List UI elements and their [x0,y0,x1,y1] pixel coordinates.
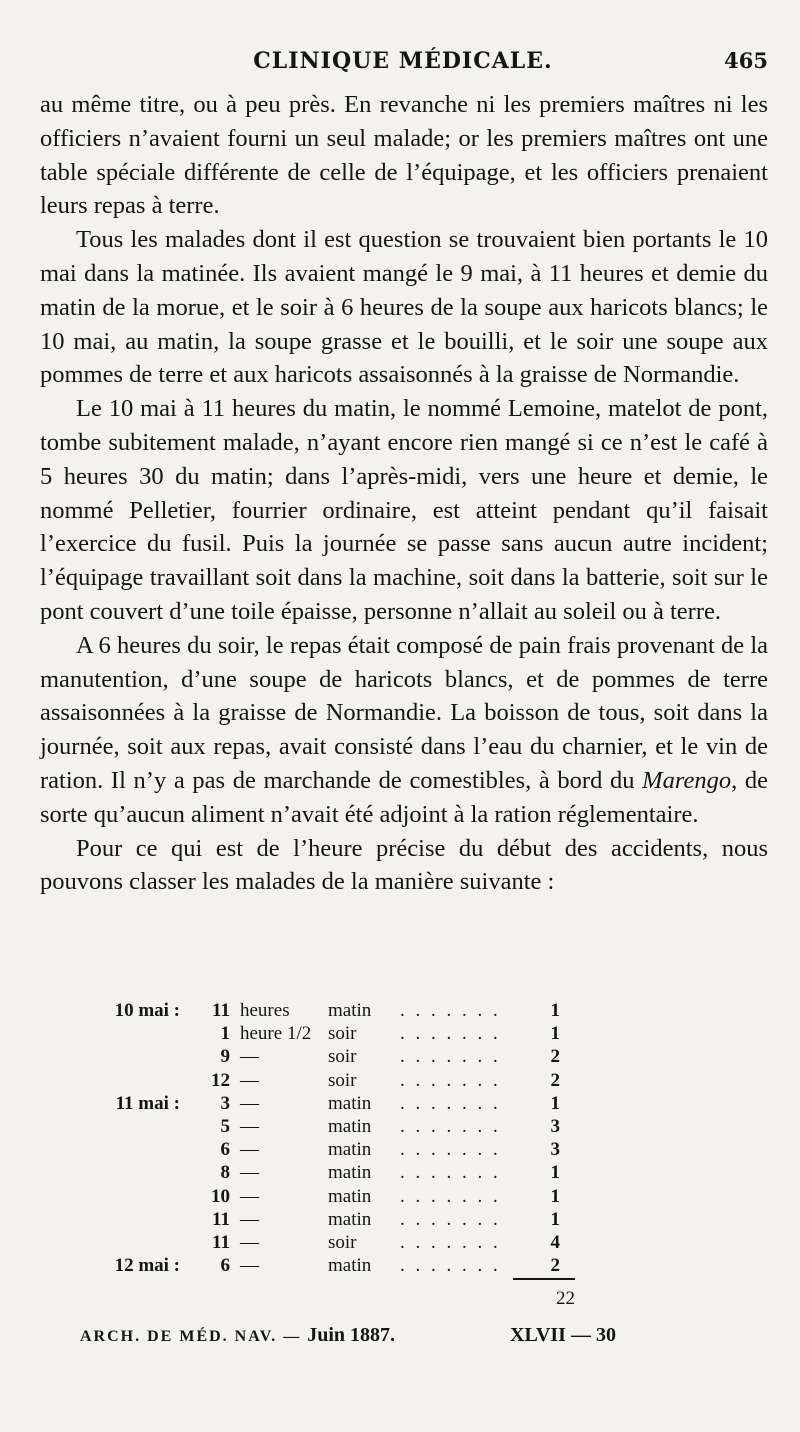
paragraph-first-cases: Le 10 mai à 11 heures du matin, le nommé Lemoine, matelot de pont, tombe subitement malade, n’ayant encore rien mangé si ce n’est le café à 5 heures 30 du matin; dans l’après-midi, vers une heure et demie, le nommé Pelletier, fourrier ordinaire, est atteint pendant qu’il faisait l’exercice du fusil. Puis la journée se passe sans aucun autre incident; l’équipage travaillant soit dans la machine, soit dans la batterie, soit sur le pont couvert d’une toile épaisse, personne n’allait au soleil ou à terre. [40,395,768,625]
schedule-row [100,1093,580,1116]
schedule-unit: — [240,1162,259,1184]
signature-mark: XLVII — 30 [510,1324,616,1346]
body-text [40,88,768,899]
schedule-unit: — [240,1185,259,1207]
schedule-date: 11 mai : [115,1092,180,1114]
schedule-row [100,1023,580,1046]
sum-rule [513,1278,575,1280]
schedule-count: 1 [550,1000,560,1021]
schedule-leader-dots: . . . . . . . [400,1185,501,1207]
schedule-row [100,1116,580,1139]
onset-schedule-table [100,1000,580,1278]
paragraph-classification-intro: Pour ce qui est de l’heure précise du début des accidents, nous pouvons classer les malades de la manière suivante : [40,834,768,896]
schedule-hour: 11 [212,1000,230,1021]
schedule-unit: heure 1/2 [240,1023,312,1045]
schedule-leader-dots: . . . . . . . [400,1231,501,1253]
schedule-row [100,1046,580,1069]
schedule-unit: — [240,1092,259,1114]
schedule-row [100,1209,580,1232]
schedule-leader-dots: . . . . . . . [400,1023,501,1045]
paragraph-patients-meals: Tous les malades dont il est question se trouvaient bien portants le 10 mai dans la matinée. Ils avaient mangé le 9 mai, à 11 heures et demie du matin de la morue, et le soir à 6 heures de la soupe aux haricots blancs; le 10 mai, au matin, la soupe grasse et le bouilli, et le soir une soupe aux pommes de terre et aux haricots assaisonnés à la graisse de Normandie. [40,226,768,389]
schedule-count: 2 [550,1255,560,1277]
schedule-unit: — [240,1208,259,1230]
schedule-period: matin [328,1255,372,1277]
schedule-date: 12 mai : [114,1255,180,1277]
paragraph-continuation: au même titre, ou à peu près. En revanche ni les premiers maîtres ni les officiers n’avaient fourni un seul malade; or les premiers maîtres ont une table spéciale différente de celle de l’équipage, et les officiers prenaient leurs repas à terre. [40,91,768,220]
running-title: CLINIQUE MÉDICALE. [253,48,553,74]
schedule-period: matin [328,1162,372,1184]
schedule-date: 10 mai : [114,1000,180,1021]
schedule-row [100,1232,580,1255]
footer-source [80,1324,395,1347]
ship-name: Marengo [642,766,732,794]
schedule-count: 1 [550,1208,560,1230]
schedule-count: 1 [550,1185,560,1207]
schedule-unit: — [240,1255,259,1277]
schedule-period: matin [328,1208,372,1230]
schedule-hour: 8 [220,1162,230,1184]
schedule-hour: 3 [220,1092,230,1114]
page-number: 465 [724,48,768,73]
schedule-count: 1 [550,1162,560,1184]
schedule-hour: 1 [220,1023,230,1045]
schedule-row [100,1000,580,1023]
schedule-row [100,1070,580,1093]
schedule-leader-dots: . . . . . . . [400,1139,501,1161]
schedule-leader-dots: . . . . . . . [400,1000,501,1021]
footer-separator: — [283,1328,302,1345]
schedule-count: 1 [550,1023,560,1045]
schedule-hour: 10 [211,1185,230,1207]
meal-text-after: , de sorte qu’aucun aliment n’avait été adjoint à la ration réglementaire. [40,766,769,828]
journal-name: ARCH. DE MÉD. NAV. [80,1328,278,1345]
schedule-leader-dots: . . . . . . . [400,1046,501,1068]
schedule-leader-dots: . . . . . . . [400,1115,501,1137]
schedule-period: soir [328,1069,357,1091]
schedule-count: 2 [550,1046,560,1068]
schedule-leader-dots: . . . . . . . [400,1092,501,1114]
running-head [38,48,768,88]
schedule-leader-dots: . . . . . . . [400,1255,501,1277]
schedule-period: soir [328,1046,357,1068]
schedule-count: 4 [550,1231,560,1253]
schedule-hour: 6 [220,1139,230,1161]
paragraph-evening-meal [40,629,768,832]
schedule-count: 3 [550,1139,560,1161]
schedule-unit: — [240,1139,259,1161]
schedule-row [100,1186,580,1209]
schedule-hour: 6 [220,1255,230,1277]
schedule-row [100,1255,580,1278]
schedule-hour: 11 [212,1231,230,1253]
schedule-leader-dots: . . . . . . . [400,1162,501,1184]
schedule-period: matin [328,1092,372,1114]
schedule-unit: heures [240,1000,290,1021]
schedule-period: soir [328,1231,357,1253]
schedule-unit: — [240,1231,259,1253]
schedule-period: matin [328,1000,372,1021]
schedule-total: 22 [556,1288,575,1309]
schedule-unit: — [240,1069,259,1091]
schedule-count: 1 [550,1092,560,1114]
meal-text-before: A 6 heures du soir, le repas était composé de pain frais provenant de la manutention, d’une soupe de haricots blancs, et de pommes de terre assaisonnées à la graisse de Normandie. La boisson de tous, soit dans la journée, soit aux repas, avait consisté dans l’eau du charnier, et le vin de ration. Il n’y a pas de marchande de comestibles, à bord du [40,631,768,794]
schedule-period: soir [328,1023,357,1045]
page-footer [80,1324,640,1354]
issue-date: Juin 1887. [307,1324,396,1346]
schedule-unit: — [240,1115,259,1137]
schedule-count: 3 [550,1115,560,1137]
schedule-hour: 5 [220,1115,230,1137]
schedule-hour: 9 [220,1046,230,1068]
schedule-leader-dots: . . . . . . . [400,1208,501,1230]
schedule-period: matin [328,1185,372,1207]
schedule-count: 2 [550,1069,560,1091]
schedule-period: matin [328,1139,372,1161]
schedule-hour: 11 [212,1208,230,1230]
schedule-period: matin [328,1115,372,1137]
schedule-leader-dots: . . . . . . . [400,1069,501,1091]
schedule-row [100,1139,580,1162]
schedule-hour: 12 [211,1069,230,1091]
schedule-row [100,1162,580,1185]
schedule-unit: — [240,1046,259,1068]
